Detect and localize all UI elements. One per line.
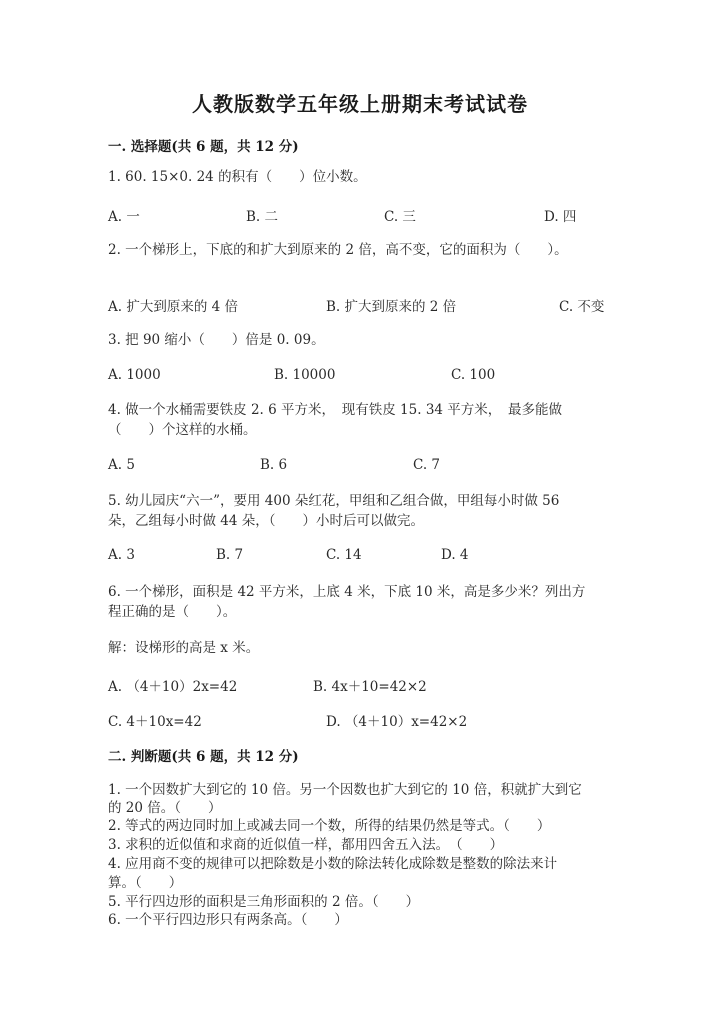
question-2-option-c: C. 不变 xyxy=(559,299,605,315)
question-4-option-c: C. 7 xyxy=(413,457,441,473)
question-2-option-a: A. 扩大到原来的 4 倍 xyxy=(108,299,239,315)
question-6-stem-line1: 6. 一个梯形，面积是 42 平方米，上底 4 米，下底 10 米，高是多少米？列出方 xyxy=(108,584,586,600)
question-6-option-a: A. （4＋10）2x=42 xyxy=(108,679,238,695)
question-5-option-b: B. 7 xyxy=(216,547,244,563)
question-3-option-a: A. 1000 xyxy=(108,367,161,383)
question-5-option-a: A. 3 xyxy=(108,547,135,563)
question-1-option-c: C. 三 xyxy=(384,209,416,225)
judgement-4-line1: 4. 应用商不变的规律可以把除数是小数的除法转化成除数是整数的除法来计 xyxy=(108,856,558,872)
question-4-option-a: A. 5 xyxy=(108,457,135,473)
question-6-option-c: C. 4＋10x=42 xyxy=(108,714,202,730)
question-5-option-c: C. 14 xyxy=(326,547,362,563)
judgement-4-line2: 算。（ ） xyxy=(108,875,183,891)
question-4-option-b: B. 6 xyxy=(260,457,288,473)
question-1-option-b: B. 二 xyxy=(246,209,279,225)
judgement-1-line1: 1. 一个因数扩大到它的 10 倍。另一个因数也扩大到它的 10 倍，积就扩大到它 xyxy=(108,782,582,798)
question-2-option-b: B. 扩大到原来的 2 倍 xyxy=(326,299,457,315)
judgement-3: 3. 求积的近似值和求商的近似值一样，都用四舍五入法。 （ ） xyxy=(108,837,504,853)
question-4-stem-line1: 4. 做一个水桶需要铁皮 2. 6 平方米， 现有铁皮 15. 34 平方米， 最多能做 xyxy=(108,402,563,418)
section-heading-judgement: 二. 判断题(共 6 题，共 12 分) xyxy=(108,749,299,765)
question-6-option-b: B. 4x＋10=42×2 xyxy=(313,679,427,695)
question-5-option-d: D. 4 xyxy=(441,547,469,563)
question-6-option-d: D. （4＋10）x=42×2 xyxy=(326,714,468,730)
question-3-stem: 3. 把 90 缩小（ ）倍是 0. 09。 xyxy=(108,332,325,348)
question-1-option-d: D. 四 xyxy=(544,209,577,225)
judgement-2: 2. 等式的两边同时加上或减去同一个数，所得的结果仍然是等式。（ ） xyxy=(108,818,551,834)
question-4-stem-line2: （ ）个这样的水桶。 xyxy=(108,422,257,438)
question-2-stem: 2. 一个梯形上，下底的和扩大到原来的 2 倍，高不变，它的面积为（ ）。 xyxy=(108,242,568,258)
section-heading-choice: 一. 选择题(共 6 题，共 12 分) xyxy=(108,139,299,155)
question-3-option-c: C. 100 xyxy=(451,367,496,383)
judgement-1-line2: 的 20 倍。（ ） xyxy=(108,800,222,816)
question-5-stem-line1: 5. 幼儿园庆“六一”，要用 400 朵红花，甲组和乙组合做，甲组每小时做 56 xyxy=(108,493,560,509)
question-3-option-b: B. 10000 xyxy=(274,367,336,383)
question-5-stem-line2: 朵，乙组每小时做 44 朵，（ ）小时后可以做完。 xyxy=(108,513,425,529)
judgement-6: 6. 一个平行四边形只有两条高。（ ） xyxy=(108,912,348,928)
question-1-option-a: A. 一 xyxy=(108,209,140,225)
judgement-5: 5. 平行四边形的面积是三角形面积的 2 倍。（ ） xyxy=(108,894,420,910)
question-1-stem: 1. 60. 15×0. 24 的积有（ ）位小数。 xyxy=(108,169,367,185)
question-6-solution: 解：设梯形的高是 x 米。 xyxy=(108,640,260,656)
question-6-stem-line2: 程正确的是（ ）。 xyxy=(108,604,237,620)
page-title: 人教版数学五年级上册期末考试试卷 xyxy=(192,92,528,116)
